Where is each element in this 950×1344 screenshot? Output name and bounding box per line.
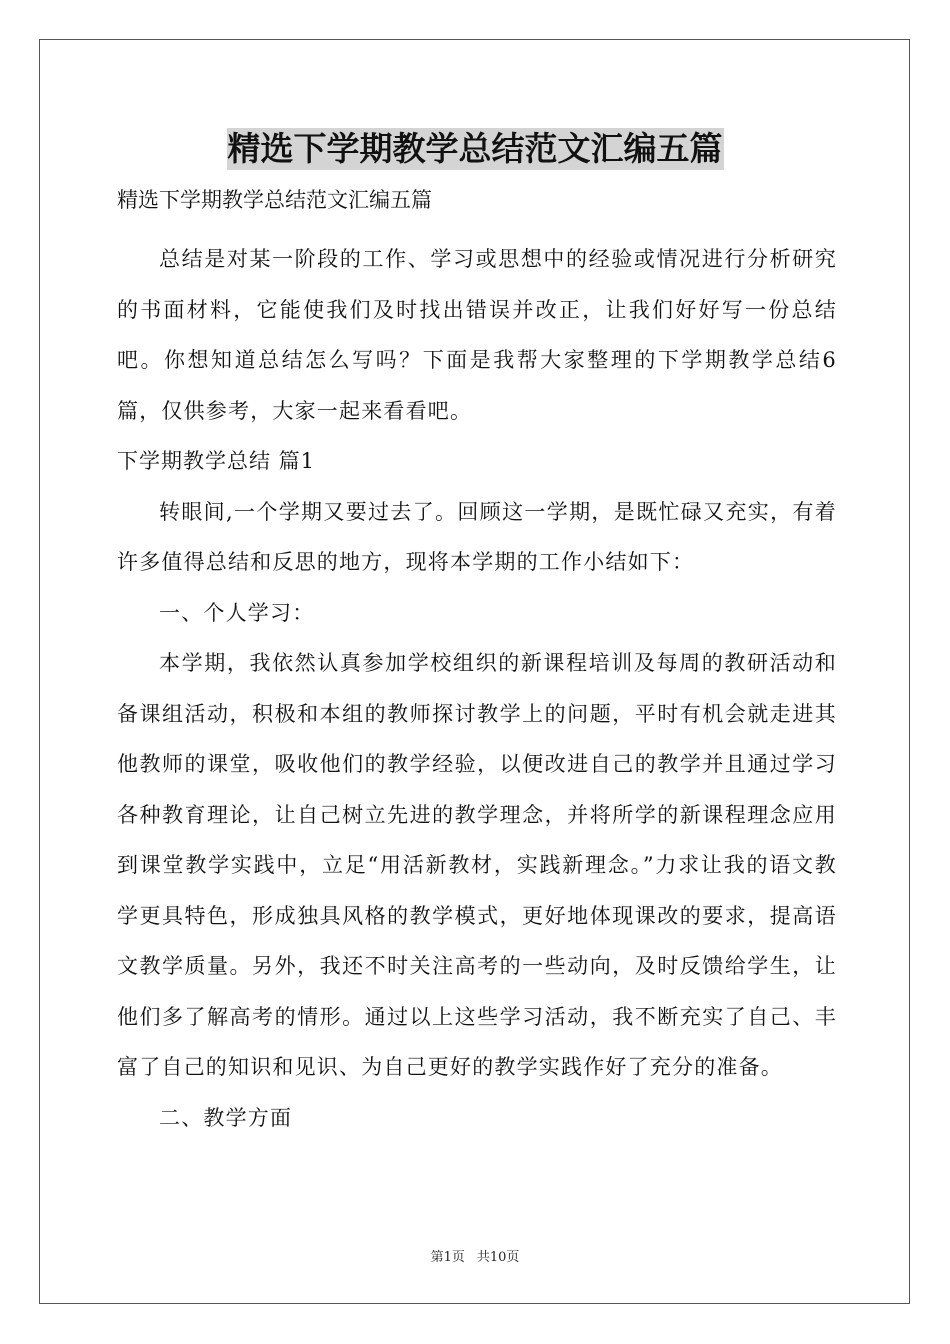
title-container xyxy=(0,128,950,170)
section1-paragraph-2: 本学期，我依然认真参加学校组织的新课程培训及每周的教研活动和备课组活动，积极和本组的教师探讨教学上的问题，平时有机会就走进其他教师的课堂，吸收他们的教学经验，以便改进自己的教学并且通过学习各种教育理论，让自己树立先进的教学理念，并将所学的新课程理念应用到课堂教学实践中，立足“用活新教材，实践新理念。”力求让我的语文教学更具特色，形成独具风格的教学模式，更好地体现课改的要求，提高语文教学质量。另外，我还不时关注高考的一些动向，及时反馈给学生，让他们多了解高考的情形。通过以上这些学习活动，我不断充实了自己、丰富了自己的知识和见识、为自己更好的教学实践作好了充分的准备。 xyxy=(117,651,837,1079)
subheading-personal-study: 一、个人学习： xyxy=(159,600,315,625)
page-number-total: 共10页 xyxy=(476,1250,520,1265)
section1-paragraph-1: 转眼间,一个学期又要过去了。回顾这一学期，是既忙碌又充实，有着许多值得总结和反思的地方，现将本学期的工作小结如下： xyxy=(117,499,837,574)
document-title: 精选下学期教学总结范文汇编五篇 xyxy=(227,129,723,168)
document-subtitle: 精选下学期教学总结范文汇编五篇 xyxy=(117,188,432,212)
subheading-teaching: 二、教学方面 xyxy=(159,1105,293,1130)
page-number-current: 第1页 xyxy=(430,1250,465,1265)
intro-paragraph: 总结是对某一阶段的工作、学习或思想中的经验或情况进行分析研究的书面材料，它能使我们及时找出错误并改正，让我们好好写一份总结吧。你想知道总结怎么写吗？下面是我帮大家整理的下学期教学总结6篇，仅供参考，大家一起来看看吧。 xyxy=(117,247,837,423)
document-body xyxy=(117,180,837,1143)
page-footer xyxy=(0,1246,950,1265)
section-heading-1: 下学期教学总结 篇1 xyxy=(117,449,316,473)
